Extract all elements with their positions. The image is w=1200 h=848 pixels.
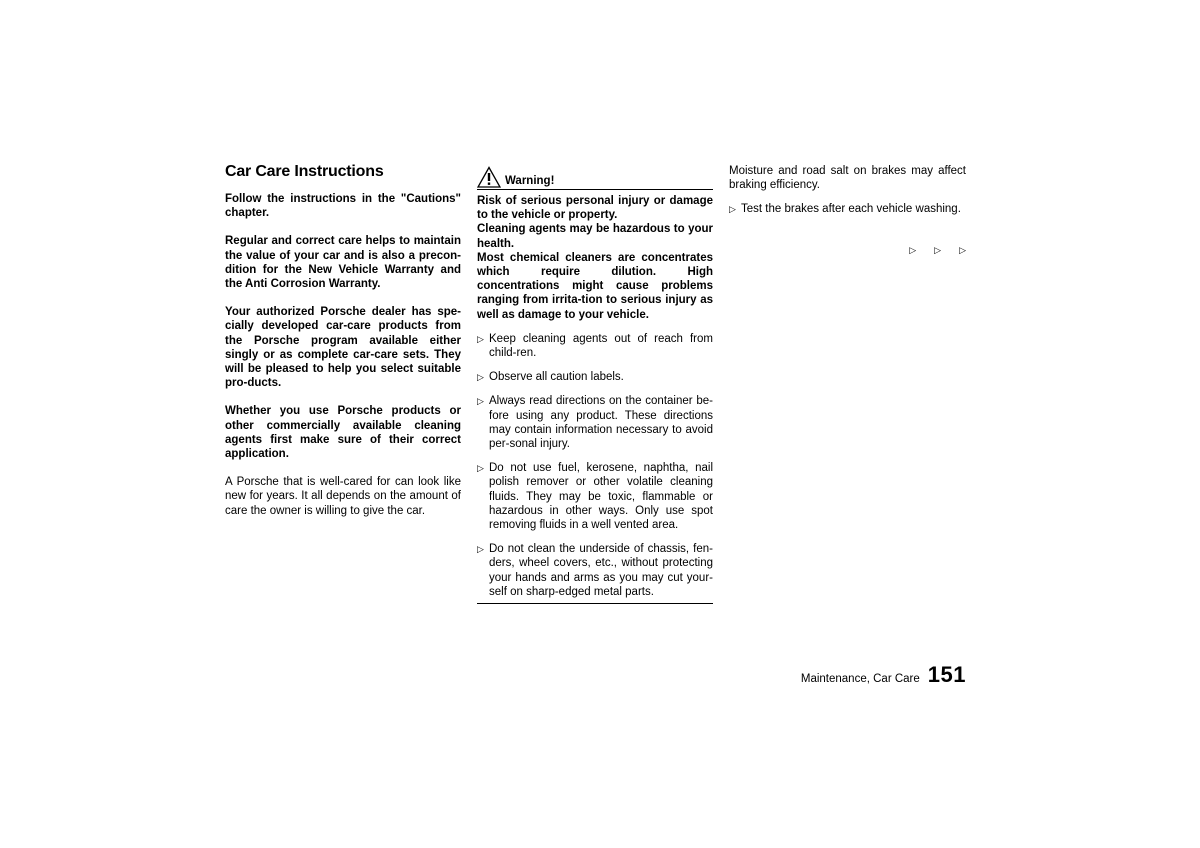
continue-arrows-icon: ▷ ▷ ▷ [909,244,966,255]
warning-text [477,194,713,322]
page-title: Car Care Instructions [225,163,384,180]
warning-line-2: Cleaning agents may be hazardous to your health. [477,223,713,250]
triangle-bullet-icon: ▷ [477,396,484,407]
brakes-bullet: ▷ Test the brakes after each vehicle washing. [729,203,961,216]
warning-line-1: Risk of serious personal injury or damage to the vehicle or property. [477,195,713,222]
section-name: Maintenance, Car Care [800,673,920,685]
column-intro [225,162,461,532]
warning-label: Warning! [505,175,555,187]
triangle-bullet-icon: ▷ [477,372,484,383]
warning-bullet-3: ▷ Always read directions on the container be-fore using any product. These directions may contain information necessary to avoid per-sonal injury. [477,395,713,451]
intro-paragraph-3: Your authorized Porsche dealer has spe-cially developed car-care products from the Porsche program available either singly or as complete car-care sets. They will be pleased to help you select suitable pro-ducts. [225,306,461,390]
triangle-bullet-icon: ▷ [477,544,484,555]
triangle-bullet-icon: ▷ [729,204,736,215]
brakes-paragraph: Moisture and road salt on brakes may affect braking efficiency. [729,165,966,192]
warning-end-rule [477,603,713,604]
warning-line-3: Most chemical cleaners are concentrates which require dilution. High concentrations might cause problems ranging from irrita-tion to serious injury as well as damage to your vehicle. [477,251,713,321]
warning-triangle-icon [477,166,501,188]
page-footer [700,662,966,688]
column-brakes [729,164,966,257]
warning-bullet-2: ▷ Observe all caution labels. [477,371,624,384]
page-number: 151 [927,662,966,687]
triangle-bullet-icon: ▷ [477,463,484,474]
warning-header [477,162,713,190]
intro-paragraph-2: Regular and correct care helps to maintain the value of your car and is also a precon-dition for the New Vehicle Warranty and the Anti Corrosion Warranty. [225,235,461,291]
intro-paragraph-5: A Porsche that is well-cared for can look like new for years. It all depends on the amount of care the owner is willing to give the car. [225,476,461,517]
intro-paragraph-4: Whether you use Porsche products or other commercially available cleaning agents first make sure of their correct application. [225,405,461,461]
warning-bullet-1: ▷ Keep cleaning agents out of reach from child-ren. [477,332,713,360]
warning-bullet-4: ▷ Do not use fuel, kerosene, naphtha, nail polish remover or other volatile cleaning fluids. They may be toxic, flammable or hazardous in other ways. Only use spot removing fluids in a well vented area. [477,462,713,532]
warning-bullet-5: ▷ Do not clean the underside of chassis, fen-ders, wheel covers, etc., without protecting your hands and arms as you may cut your-self on sharp-edged metal parts. [477,543,713,598]
triangle-bullet-icon: ▷ [477,333,484,344]
intro-paragraph-1: Follow the instructions in the "Cautions" chapter. [225,193,461,220]
warning-box [477,162,713,604]
